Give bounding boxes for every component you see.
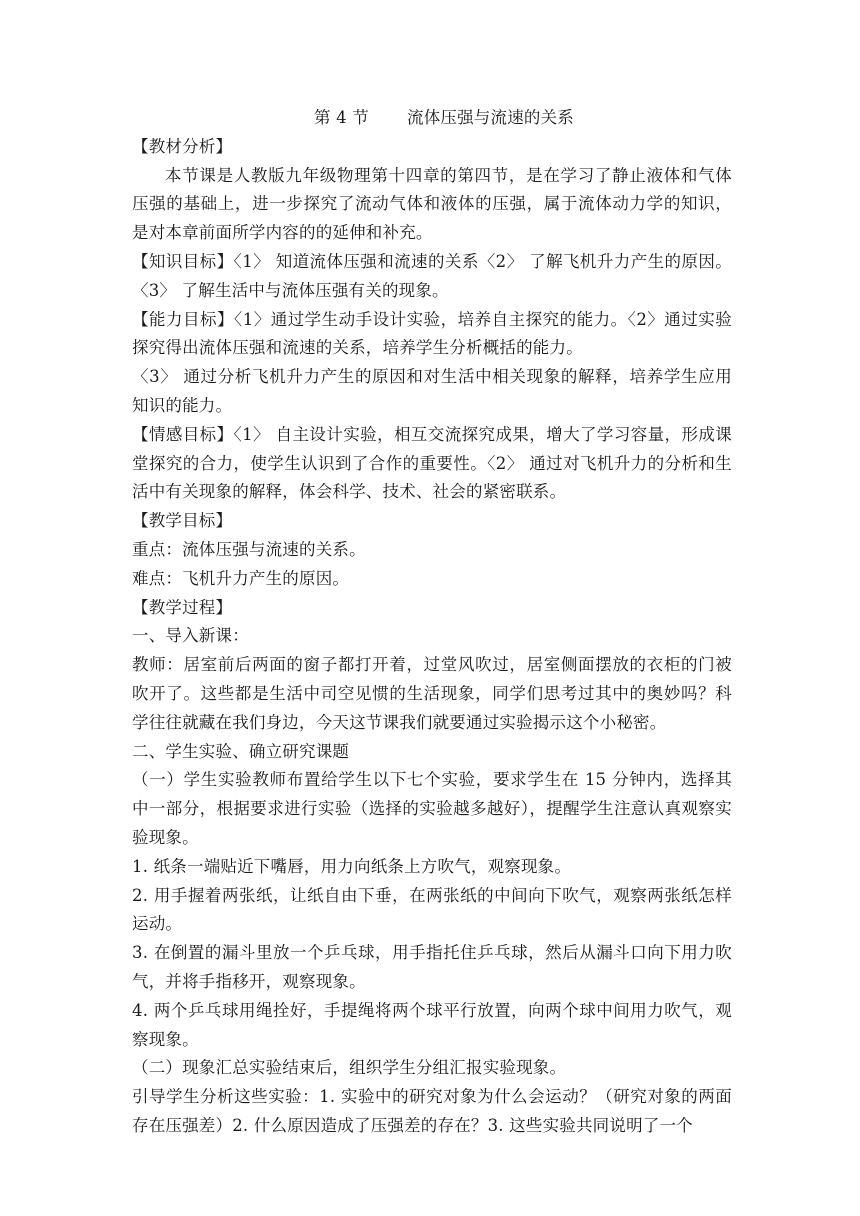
list-item-experiment-3: 3. 在倒置的漏斗里放一个乒乓球，用手指托住乒乓球，然后从漏斗口向下用力吹气，并将手指移开，观察现象。 [132,943,732,991]
paragraph-key-point: 重点：流体压强与流速的关系。 [132,539,366,559]
document-page [132,104,732,1141]
paragraph-teacher-intro: 教师：居室前后两面的窗子都打开着，过堂风吹过，居室侧面摆放的衣柜的门被吹开了。这些都是生活中司空见惯的生活现象，同学们思考过其中的奥妙吗？科学往往就藏在我们身边，今天这节课我们就要通过实验揭示这个小秘密。 [132,655,732,732]
paragraph-knowledge-goals: 【知识目标】〈1〉 知道流体压强和流速的关系〈2〉 了解飞机升力产生的原因。〈3〉 了解生活中与流体压强有关的现象。 [132,251,732,300]
heading-material-analysis: 【教材分析】 [132,136,233,156]
heading-introduction: 一、导入新课： [132,626,249,646]
heading-teaching-goals: 【教学目标】 [132,511,233,531]
paragraph-emotion-goals: 【情感目标】〈1〉 自主设计实验，相互交流探究成果，增大了学习容量，形成课堂探究的合力，使学生认识到了合作的重要性。〈2〉 通过对飞机升力的分析和生活中有关现象的解释，体会科学、技术、社会的紧密联系。 [132,424,732,502]
paragraph-ability-goals: 【能力目标】〈1〉通过学生动手设计实验，培养自主探究的能力。〈2〉通过实验探究得出流体压强和流速的关系，培养学生分析概括的能力。 [132,309,732,358]
section-number: 第 4 节 [314,108,369,127]
heading-teaching-process: 【教学过程】 [132,597,233,617]
paragraph-ability-goals-3: 〈3〉 通过分析飞机升力产生的原因和对生活中相关现象的解释，培养学生应用知识的能力。 [132,367,732,415]
paragraph-material-analysis: 本节课是人教版九年级物理第十四章的第四节，是在学习了静止液体和气体压强的基础上，进一步探究了流动气体和液体的压强，属于流体动力学的知识，是对本章前面所学内容的的延伸和补充。 [132,165,732,243]
heading-student-experiments: 二、学生实验、确立研究课题 [132,741,350,761]
list-item-experiment-1: 1. 纸条一端贴近下嘴唇，用力向纸条上方吹气，观察现象。 [132,856,572,876]
list-item-experiment-4: 4. 两个乒乓球用绳拴好，手提绳将两个球平行放置，向两个球中间用力吹气，观察现象。 [132,1000,732,1049]
paragraph-phenomenon-summary: （二）现象汇总实验结束后，组织学生分组汇报实验现象。 [132,1058,567,1078]
list-item-experiment-2: 2. 用手握着两张纸，让纸自由下垂，在两张纸的中间向下吹气，观察两张纸怎样运动。 [132,885,732,934]
section-heading: 流体压强与流速的关系 [407,108,574,127]
paragraph-experiment-instructions: （一）学生实验教师布置给学生以下七个实验，要求学生在 15 分钟内，选择其中一部分，根据要求进行实验（选择的实验越多越好），提醒学生注意认真观察实验现象。 [132,770,732,847]
paragraph-difficulty: 难点：飞机升力产生的原因。 [132,568,350,588]
section-title [132,104,732,133]
paragraph-guided-analysis: 引导学生分析这些实验：1. 实验中的研究对象为什么会运动？（研究对象的两面存在压强差）2. 什么原因造成了压强差的存在？3. 这些实验共同说明了一个 [132,1087,732,1135]
